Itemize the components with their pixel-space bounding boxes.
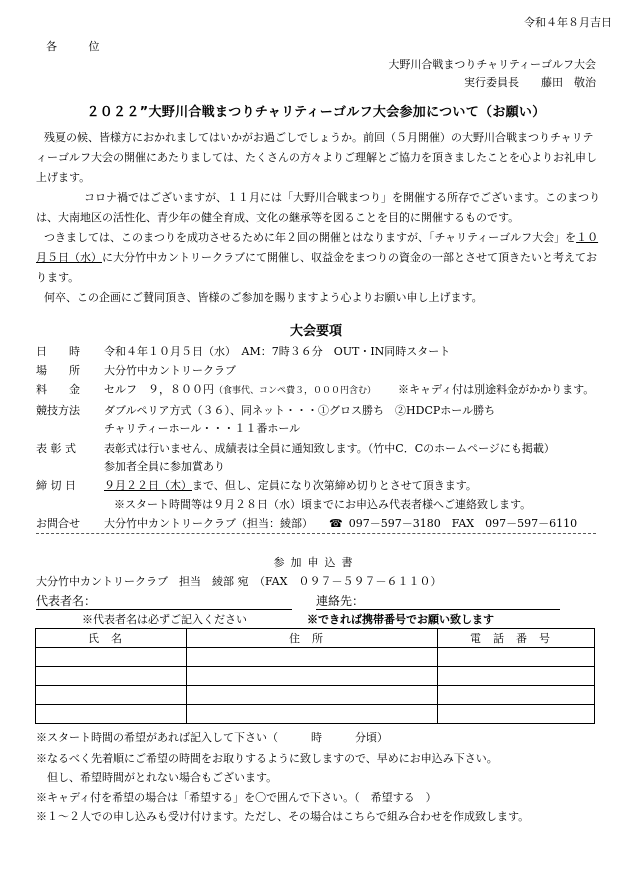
- contact-label: 連絡先：: [316, 594, 365, 608]
- outline-deadline-note: ※スタート時間等は９月２８日（水）頃までにお申込み代表者様へご連絡致します。: [114, 498, 532, 511]
- outline-fee-row: [36, 381, 594, 397]
- letter-paragraph-1: 残夏の候、皆様方におかれましてはいかがお過ごしでしょうか。前回（５月開催）の大野川合戦まつりチャリティーゴルフ大会の開催にあたりましては、たくさんの方々よりご理解とご協力を頂きましたことを心よりお礼申し上げます。: [36, 131, 597, 184]
- column-address-header: 住所: [187, 629, 438, 648]
- address-cell[interactable]: [187, 648, 438, 667]
- name-cell[interactable]: [36, 667, 187, 686]
- note-small-groups: ※１～２人での申し込みも受け付けます。ただし、その場合はこちらで組み合わせを作成致します。: [36, 810, 530, 823]
- name-cell[interactable]: [36, 648, 187, 667]
- contact-note-row: [307, 611, 494, 627]
- note-time-unavailable: 但し、希望時間がとれない場合もございます。: [36, 771, 278, 784]
- note-first-come: ※なるべく先着順にご希望の時間をお取りするように致しますので、早めにお申込み下さい。: [36, 752, 498, 765]
- name-cell[interactable]: [36, 686, 187, 705]
- outline-method-value-2: チャリティーホール・・・１１番ホール: [104, 422, 301, 435]
- outline-fee-caddy: ※キャディ付は別途料金がかかります。: [398, 383, 595, 396]
- outline-award-value-1: 表彰式は行いません、成績表は全員に通知致します。（竹中C．Cのホームページにも掲載）: [104, 442, 555, 455]
- address-cell[interactable]: [187, 667, 438, 686]
- outline-contact-phone: 097－597－3180 FAX 097－597－6110: [348, 517, 578, 530]
- note-caddy: ※キャディ付を希望の場合は「希望する」を〇で囲んで下さい。（ 希望する ）: [36, 791, 437, 804]
- contact-note: ※できれば携帯番号でお願い致します: [307, 613, 494, 626]
- table-header-row: [36, 629, 595, 648]
- outline-date-row: [36, 343, 450, 359]
- letter-date: 令和４年８月吉日: [524, 16, 612, 29]
- outline-award-row-2: [104, 458, 225, 474]
- outline-method-row: [36, 402, 495, 418]
- table-row: [36, 686, 595, 705]
- outline-award-label: 表 彰 式: [36, 442, 76, 455]
- column-phone-header: 電話番号: [438, 629, 595, 648]
- form-fax-line: 大分竹中カントリークラブ 担当 綾部 宛 （FAX ０９７－５９７－６１１０）: [36, 575, 442, 588]
- table-row: [36, 705, 595, 724]
- outline-contact-label: お問合せ: [36, 517, 80, 530]
- outline-method-row-2: [104, 420, 300, 436]
- representative-field[interactable]: [36, 592, 292, 610]
- outline-date-value: 令和４年１０月５日（水） AM：7時３６分 OUT・IN同時スタート: [104, 345, 451, 358]
- outline-deadline-rest: まで、但し、定員になり次第締め切りとさせて頂きます。: [192, 479, 477, 492]
- event-date-underlined: １０月５日（水）: [36, 231, 599, 264]
- outline-place-value: 大分竹中カントリークラブ: [104, 364, 236, 377]
- form-title: 参加申込書: [273, 556, 359, 569]
- outline-method-label: 競技方法: [36, 404, 80, 417]
- cut-line-divider: [36, 533, 596, 534]
- outline-date-label: 日 時: [36, 345, 80, 358]
- phone-icon: ☎: [329, 517, 343, 530]
- address-cell[interactable]: [187, 686, 438, 705]
- letter-title: ２０２２”大野川合戦まつりチャリティーゴルフ大会参加について（お願い）: [86, 105, 546, 120]
- outline-deadline-date: ９月２２日（木）: [104, 479, 192, 492]
- letter-paragraph-4: 何卒、この企画にご賛同頂き、皆様のご参加を賜りますよう心よりお願い申し上げます。: [44, 291, 483, 304]
- note-start-time: ※スタート時間の希望があれば記入して下さい（ 時 分頃）: [36, 731, 388, 744]
- sender-chair: 実行委員長 藤田 敬治: [464, 76, 596, 89]
- outline-deadline-note-row: [114, 496, 531, 512]
- addressee: 各 位: [46, 40, 114, 53]
- outline-contact-value: 大分竹中カントリークラブ（担当：綾部）: [104, 517, 313, 530]
- outline-place-row: [36, 362, 236, 378]
- outline-award-value-2: 参加者全員に参加賞あり: [104, 460, 225, 473]
- paragraph-3-start: つきましては、このまつりを成功させるために年２回の開催とはなりますが、「チャリティーゴルフ大会」を: [44, 231, 577, 244]
- rep-note-row: [82, 611, 247, 627]
- letter-paragraph-3: [36, 228, 601, 288]
- paragraph-3-end: に大分竹中カントリークラブにて開催し、収益金をまつりの資金の一部とさせて頂きたいと考えております。: [36, 251, 597, 284]
- outline-award-row: [36, 440, 555, 456]
- table-row: [36, 667, 595, 686]
- outline-fee-value: セルフ ９，８００円: [104, 383, 214, 396]
- outline-place-label: 場 所: [36, 364, 80, 377]
- phone-cell[interactable]: [438, 705, 595, 724]
- representative-note: ※代表者名は必ずご記入ください: [82, 613, 247, 626]
- phone-cell[interactable]: [438, 667, 595, 686]
- outline-contact-row: [36, 515, 577, 531]
- application-table: [35, 628, 595, 724]
- representative-label: 代表者名：: [36, 594, 97, 608]
- outline-deadline-label: 締 切 日: [36, 479, 76, 492]
- form-rep-row: [36, 592, 560, 610]
- column-name-header: 氏名: [36, 629, 187, 648]
- outline-title: 大会要項: [289, 324, 342, 339]
- outline-method-value-1: ダブルペリア方式（３６）、同ネット・・・①グロス勝ち ②HDCPホール勝ち: [104, 404, 496, 417]
- contact-field[interactable]: [316, 592, 560, 610]
- address-cell[interactable]: [187, 705, 438, 724]
- sender-organization: 大野川合戦まつりチャリティーゴルフ大会: [388, 58, 596, 71]
- outline-fee-note: （食事代、コンペ費３，０００円含む）: [214, 386, 377, 396]
- letter-body: [36, 128, 601, 308]
- phone-cell[interactable]: [438, 686, 595, 705]
- letter-paragraph-2: コロナ禍ではございますが、１１月には「大野川合戦まつり」を開催する所存でございます。このまつりは、大南地区の活性化、青少年の健全育成、文化の継承等を図ることを目的に開催するものです。: [36, 191, 601, 224]
- name-cell[interactable]: [36, 705, 187, 724]
- outline-fee-label: 料 金: [36, 383, 80, 396]
- outline-deadline-row: [36, 477, 477, 493]
- table-row: [36, 648, 595, 667]
- phone-cell[interactable]: [438, 648, 595, 667]
